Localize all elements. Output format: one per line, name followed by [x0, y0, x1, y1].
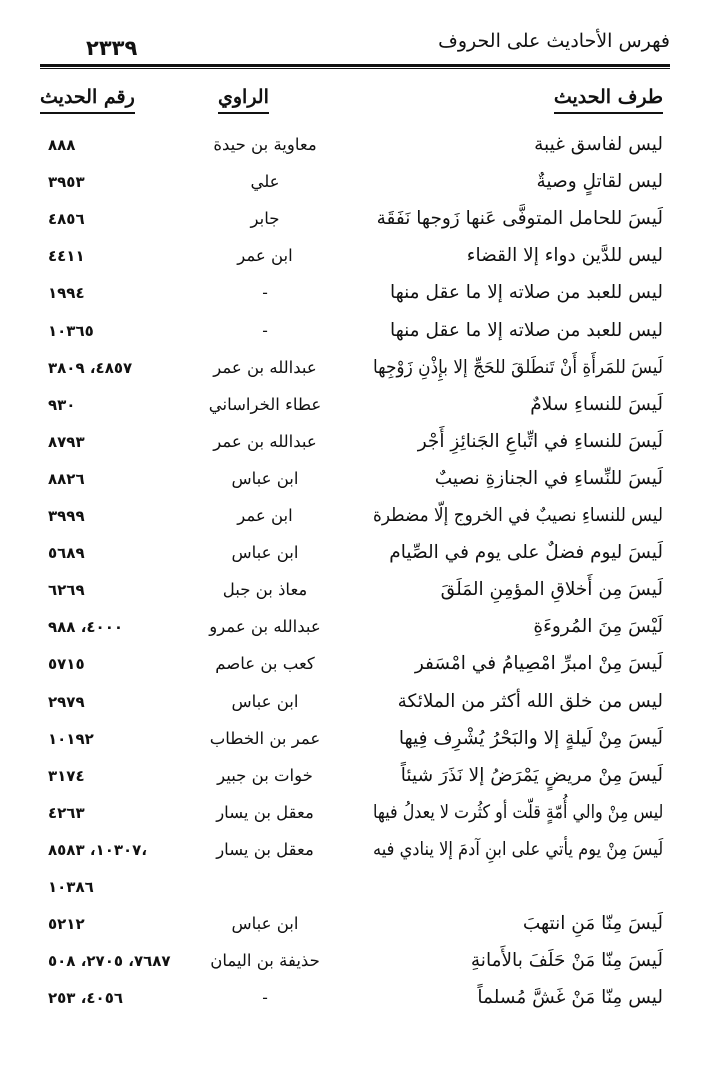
hadith-text: لَيْسَ مِنَ المُروءَةِ: [533, 616, 663, 638]
narrator-name: ابن عباس: [231, 914, 299, 934]
hadith-text: لَيسَ مِن أَخلاقِ المؤمِنِ المَلَقَ: [440, 579, 663, 601]
table-row: [0, 610, 703, 647]
table-row: [0, 833, 703, 870]
hadith-text: لَيسَ للمَرأَةِ أَنْ تَنطَلقَ للحَجِّ إلا بإِذْنِ زَوْجِها: [372, 356, 663, 378]
hadith-number: ٤٠٠٠، ٩٨٨: [48, 618, 124, 637]
hadith-text: ليس مِنْ والي أُمّةٍ قلّت أو كثُرت لا يعدلُ فيها: [372, 801, 663, 823]
hadith-number: ١٠٣٨٦: [48, 878, 94, 896]
hadith-number: ٨٨٨: [48, 136, 76, 154]
table-row: [0, 722, 703, 759]
hadith-number: ٤٢٦٣: [48, 803, 85, 822]
hadith-number: ٦٢٦٩: [48, 581, 85, 600]
hadith-text: ليس للعبد من صلاته إلا ما عقل منها: [389, 282, 663, 304]
table-row: [0, 239, 703, 276]
table-row: [0, 276, 703, 313]
narrator-name: علي: [250, 172, 280, 192]
hadith-number: ١٠١٩٢: [48, 729, 94, 748]
hadith-text: لَيسَ مِنّا مَنِ انتهبَ: [522, 913, 663, 935]
hadith-number: ،١٠٣٠٧، ٨٥٨٣: [48, 840, 148, 859]
table-row: [0, 647, 703, 684]
running-header: [40, 30, 670, 66]
narrator-name: عبدالله بن عمر: [213, 431, 317, 451]
table-row: [0, 165, 703, 202]
narrator-name: معاوية بن حيدة: [213, 135, 317, 154]
table-row: [0, 314, 703, 351]
header-rule-thick: [40, 64, 670, 67]
hadith-number: ٥٦٨٩: [48, 544, 85, 563]
hadith-text: لَيسَ ليوم فضلٌ على يوم في الصِّيام: [389, 542, 663, 564]
narrator-name: حذيفة بن اليمان: [210, 951, 320, 971]
hadith-number: ٨٨٢٦: [48, 469, 85, 488]
hadith-text: ليس لقاتلٍ وصيةٌ: [536, 171, 663, 193]
hadith-number: ٩٣٠: [48, 395, 76, 414]
column-header-narrator: الراوي: [218, 86, 269, 114]
narrator-name: عمر بن الخطاب: [209, 728, 321, 748]
column-header-number: رقم الحديث: [40, 86, 135, 114]
narrator-name: -: [262, 283, 268, 303]
narrator-name: ابن عباس: [231, 543, 299, 563]
table-row: [0, 944, 703, 981]
hadith-number: ٣٩٩٩: [48, 507, 85, 525]
hadith-number: ٣٩٥٣: [48, 173, 85, 192]
hadith-text: ليس من خلق الله أكثر من الملائكة: [397, 690, 663, 712]
table-row: [0, 796, 703, 833]
hadith-text: ليس مِنّا مَنْ غَشَّ مُسلماً: [477, 987, 663, 1009]
hadith-text: لَيسَ للنساءِ في اتِّباعِ الجَنائِزِ أَجْر: [417, 430, 663, 452]
hadith-text: ليس لفاسق غيبة: [534, 134, 663, 155]
table-row: [0, 128, 703, 165]
table-row: [0, 425, 703, 462]
hadith-text: ليس للعبد من صلاته إلا ما عقل منها: [389, 319, 663, 341]
column-header-hadith: طرف الحديث: [554, 86, 663, 114]
narrator-name: كعب بن عاصم: [215, 654, 315, 674]
narrator-name: -: [262, 320, 268, 340]
hadith-number: ٤٠٥٦، ٢٥٣: [48, 989, 124, 1008]
table-row: [0, 202, 703, 239]
hadith-number: ٤٤١١: [48, 247, 85, 266]
hadith-text: لَيسَ مِنْ مريضٍ يَمْرَضُ إلا نَذَرَ شيئاً: [400, 764, 663, 786]
narrator-name: معقل بن يسار: [216, 839, 314, 859]
narrator-name: ابن عمر: [237, 246, 293, 266]
table-row: [0, 388, 703, 425]
hadith-number: ٣١٧٤: [48, 766, 85, 785]
narrator-name: معقل بن يسار: [216, 802, 314, 822]
narrator-name: عبدالله بن عمرو: [209, 617, 321, 637]
hadith-number: ١٩٩٤: [48, 284, 85, 303]
table-row: [0, 351, 703, 388]
narrator-name: -: [262, 988, 268, 1008]
hadith-number: ٧٦٨٧، ٢٧٠٥، ٥٠٨: [48, 952, 171, 971]
hadith-text: لَيسَ مِنْ امبرِّ امْصِيامُ في امْسَفر: [414, 653, 663, 675]
narrator-name: ابن عمر: [237, 506, 293, 525]
hadith-text: لَيسَ مِنْ لَيلةٍ إلا والبَحْرُ يُشْرِف فِيها: [398, 727, 663, 749]
running-title: فهرس الأحاديث على الحروف: [438, 30, 670, 52]
page-number: ٢٣٣٩: [82, 36, 141, 60]
table-row: [0, 499, 703, 536]
hadith-text: لَيسَ للحامل المتوفَّى عَنها زَوجها نَفَقَة: [376, 208, 663, 230]
hadith-number: ٢٩٧٩: [48, 692, 85, 711]
table-row: [0, 462, 703, 499]
hadith-number: ١٠٣٦٥: [48, 321, 94, 340]
table-row: [0, 759, 703, 796]
hadith-text: لَيسَ للنساءِ سلامٌ: [530, 393, 663, 415]
hadith-text: ليس للنساءِ نصيبٌ في الخروج إلّا مضطرة: [373, 505, 663, 526]
hadith-text: لَيسَ مِنّا مَنْ حَلَفَ بالأَمانةِ: [470, 950, 663, 972]
narrator-name: ابن عباس: [231, 468, 299, 488]
table-row: [0, 536, 703, 573]
table-row: [0, 685, 703, 722]
hadith-text: لَيسَ للنِّساءِ في الجنازةِ نصيبٌ: [434, 467, 663, 489]
hadith-number: ٨٧٩٣: [48, 432, 85, 451]
table-row: [0, 573, 703, 610]
table-row: [0, 907, 703, 944]
hadith-number: ٥٧١٥: [48, 655, 85, 674]
narrator-name: عبدالله بن عمر: [213, 357, 317, 377]
header-rule-thin: [40, 68, 670, 69]
narrator-name: عطاء الخراساني: [208, 394, 322, 414]
table-row: [0, 981, 703, 1018]
narrator-name: جابر: [250, 209, 280, 229]
hadith-number: ٤٨٥٦: [48, 210, 85, 229]
narrator-name: معاذ بن جبل: [222, 580, 308, 600]
table-row: [0, 870, 703, 907]
hadith-number: ٥٢١٢: [48, 915, 85, 934]
hadith-text: لَيسَ مِنْ يوم يأتي على ابنِ آدمَ إلا ينادي فيه: [372, 838, 663, 860]
narrator-name: خوات بن جبير: [217, 765, 313, 785]
hadith-text: ليس للدَّين دواء إلا القضاء: [466, 245, 663, 267]
hadith-number: ٤٨٥٧، ٣٨٠٩: [48, 358, 133, 377]
narrator-name: ابن عباس: [231, 691, 299, 711]
